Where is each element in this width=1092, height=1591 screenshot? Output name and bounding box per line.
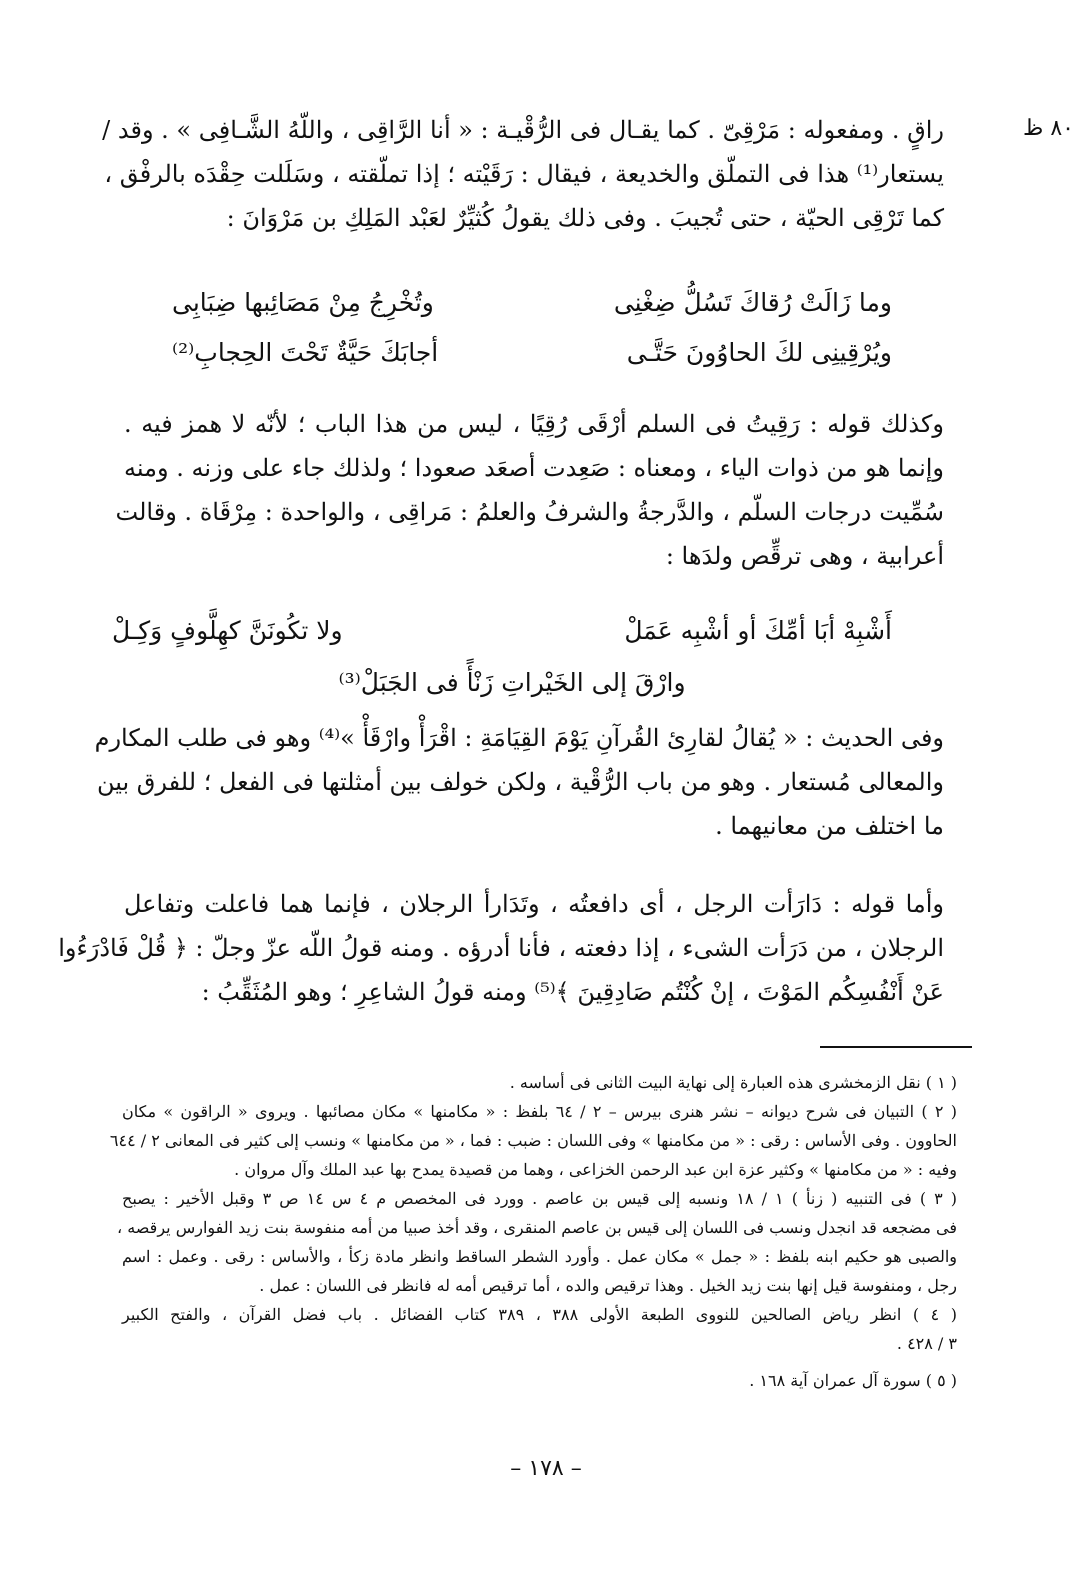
footnote-2-line: وفيه : « من مكامنها » وكثير عزة ابن عبد الرحمن الخزاعى ، وهما من قصيدة يمدح بها عبد الملك وآل مروان . — [234, 1160, 957, 1179]
paragraph-3 — [94, 716, 944, 848]
text-line: أعرابية ، وهى ترقِّص ولدَها : — [665, 542, 944, 570]
footnote-4-line: ( ٤ ) انظر رياض الصالحين للنووى الطبعة الأولى ٣٨٨ ، ٣٨٩ كتاب الفضائل . باب فضل القرآن ، والفتح الكبير — [122, 1305, 958, 1324]
page-number: – ١٧٨ – — [510, 1456, 582, 1481]
text-line: وأما قوله : دَارَأت الرجل ، أى دافعتُه ، وتَدَارأ الرجلان ، فإنما هما فاعلت وتفاعل — [124, 890, 944, 918]
hemistich-left: أجابَكَ حَيَّةٌ تَحْتَ الحِجابِ⁽²⁾ — [172, 338, 439, 367]
verse-2-line-1 — [112, 608, 892, 654]
footnote-5: ( ٥ ) سورة آل عمران آية ١٦٨ . — [749, 1371, 957, 1390]
hemistich-right: أَشْبِهْ أبَا أمِّكَ أو أشْبِه عَمَلْ — [624, 616, 892, 645]
verse-centered: وارْقَ إلى الخَيْراتِ زَنْأً فى الجَبَلْ⁽³⁾ — [338, 668, 686, 697]
footnote-3-line: فى مضجعه قد انجدل ونسب فى اللسان إلى قيس بن عاصم المنقرى ، وقد أخذ صبيا من أمه منفوسة بنت زيد الفوارس يرقصه ، — [116, 1218, 957, 1237]
footnote-separator — [820, 1046, 972, 1048]
hemistich-right: ويُرْقِينِى لكَ الحاوُونَ حَتَّـى — [626, 338, 892, 367]
footnote-3-line: رجل ، ومنفوسة قيل إنها بنت زيد الخيل . وهذا ترقيص والده ، أما ترقيص أمه له فانظر فى اللسان : عمل . — [259, 1276, 957, 1295]
text-line: وكذلك قوله : رَقِيتُ فى السلم أرْقَى رُقِيًا ، ليس من هذا الباب ؛ لأنّه لا همز فيه . — [124, 410, 944, 438]
text-line: سُمِّيت درجات السلّم ، والدَّرجةُ والشرفُ والعلمُ : مَراقِى ، والواحدة : مِرْقَاة . وقالت — [115, 498, 944, 526]
text-line: الرجلان ، من دَرَأت الشىء ، إذا دفعته ، فأنا أدرؤه . ومنه قولُ اللّه عزّ وجلّ : ﴿ قُلْ فَادْرَءُوا — [58, 934, 944, 962]
hemistich-left: وتُخْرِجُ مِنْ مَصَائِبها ضِبَابِى — [172, 288, 434, 317]
margin-folio-note: ٨٠ ظ — [1023, 116, 1074, 141]
footnote-3-line: ( ٣ ) فى التنبيه ( زنأ ) ١ / ١٨ ونسبه إلى قيس بن عاصم . وورد فى المخصص م ٤ س ١٤ ص ٣ وقبل الأخير : يصبح — [122, 1189, 958, 1208]
verse-1-line-2 — [172, 330, 892, 376]
paragraph-1 — [102, 108, 944, 240]
paragraph-2 — [115, 402, 944, 578]
footnote-4-line: ٣ / ٤٢٨ . — [896, 1334, 957, 1353]
footnote-3-line: والصبى هو حكيم ابنه بلفظ : « جمل » مكان عمل . وأورد الشطر الساقط وانظر مادة زكأ ، والأساس : رقى . وعمل : اسم — [122, 1247, 958, 1266]
footnotes — [109, 1068, 958, 1395]
footnote-1: ( ١ ) نقل الزمخشرى هذه العبارة إلى نهاية البيت الثانى فى أساسه . — [509, 1073, 957, 1092]
text-line: يستعار⁽¹⁾ هذا فى التملّق والخديعة ، فيقال : رَقَيْته ؛ إذا تملّقته ، وسَلَلت حِقْدَه بالرفْق ، — [104, 160, 944, 188]
text-line: ما اختلف من معانيهما . — [715, 812, 944, 840]
text-line: والمعالى مُستعار . وهو من باب الرُّقْية ، ولكن خولف بين أمثلتها فى الفعل ؛ للفرق بين — [96, 768, 944, 796]
hemistich-right: وما زَالَتْ رُقاكَ تَسُلُّ ضِغْنِى — [613, 288, 892, 317]
hemistich-left: ولا تكُونَنَّ كهِلَّوفٍ وَكِـلْ — [112, 616, 343, 645]
footnote-2-line: الحاوون . وفى الأساس : رقى : « من مكامنها » وفى اللسان : ضبب : فما ، « من مكامنها » ونسب إلى كثير فى المعانى ٢ / ٦٤٤ — [109, 1131, 957, 1150]
paragraph-4 — [58, 882, 944, 1014]
footnote-2-line: ( ٢ ) التبيان فى شرح ديوانه – نشر هنرى بيرس – ٢ / ٦٤ بلفظ : « مكامنها » مكان مصائبها . ويروى « الراقون » مكان — [122, 1102, 958, 1121]
text-line: وفى الحديث : « يُقالُ لقارِئ القُرآنِ يَوْمَ القِيَامَةِ : اقْرَأْ وارْقَأْ »⁽⁴⁾ وهو فى طلب المكارم — [94, 724, 944, 752]
text-line: عَنْ أَنْفُسِكُم المَوْتَ ، إنْ كُنْتُم صَادِقِينَ ﴾⁽⁵⁾ ومنه قولُ الشاعِرِ ؛ وهو المُثَقِّبُ : — [201, 978, 944, 1006]
verse-1-line-1 — [172, 280, 892, 326]
text-line: وإنما هو من ذوات الياء ، ومعناه : صَعِدت أصعَد صعودا ؛ ولذلك جاء على وزنه . ومنه — [124, 454, 944, 482]
verse-2-line-2 — [292, 660, 732, 706]
text-line: كما تَرْقِى الحيّة ، حتى تُجيبَ . وفى ذلك يقولُ كُثيِّرٌ لعَبْد المَلِكِ بن مَرْوَانَ : — [226, 204, 944, 232]
text-line: راقٍ . ومفعوله : مَرْقِىّ . كما يقـال فى الرُّقْيـة : « أنا الرَّاقِى ، واللّهُ الشَّـافِى » . وقد / — [102, 116, 944, 144]
